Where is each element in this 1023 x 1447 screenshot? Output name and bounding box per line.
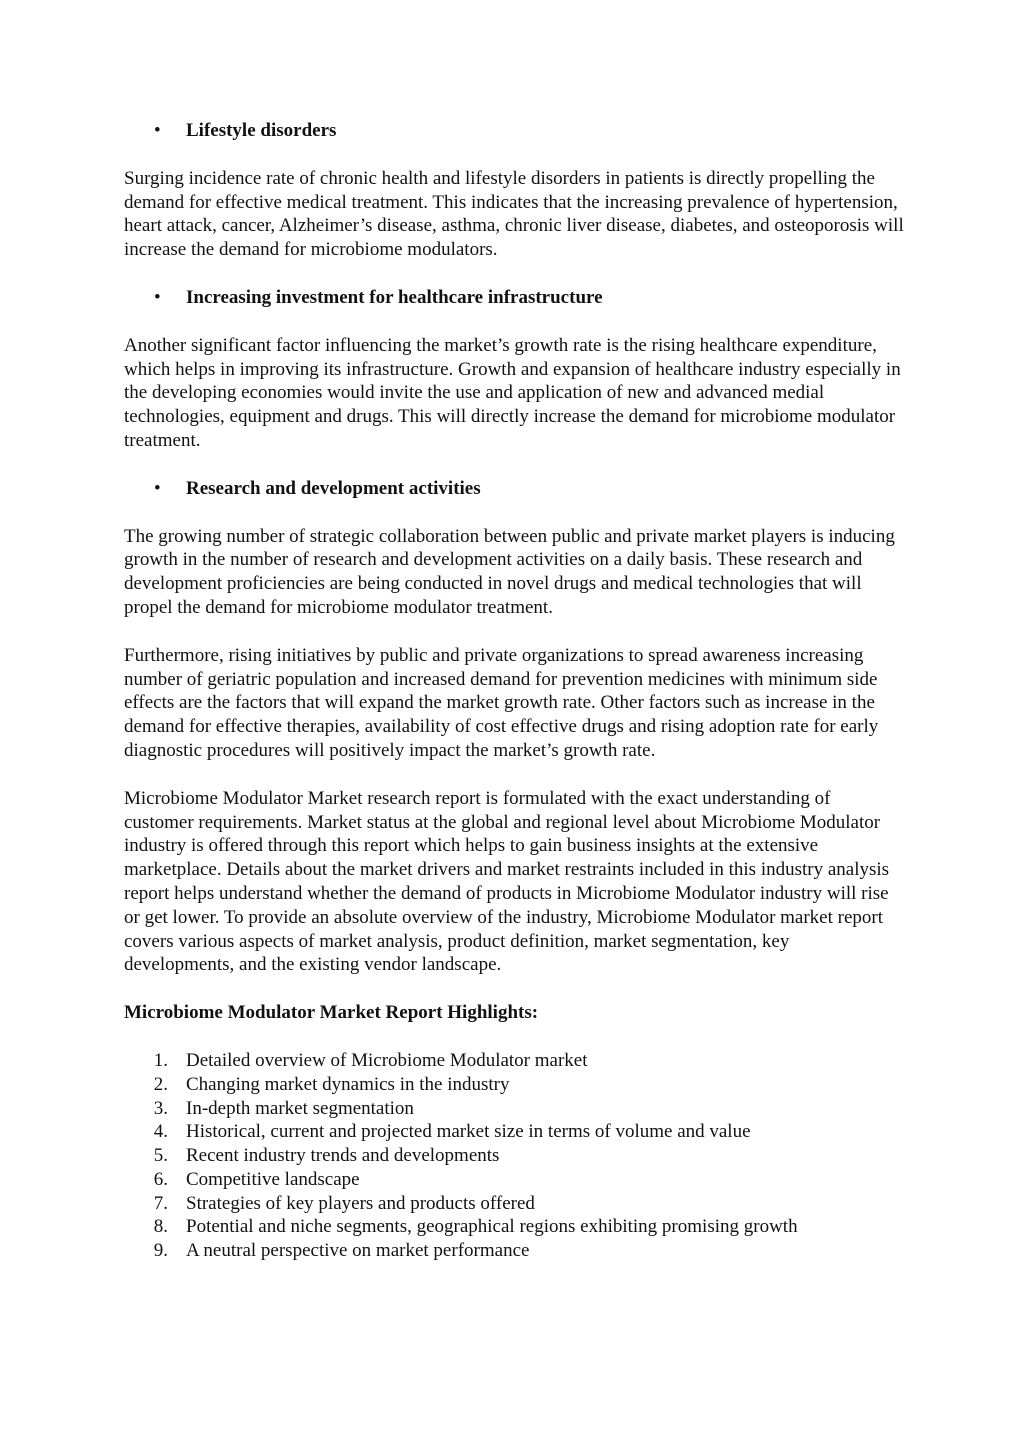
list-number: 3.: [153, 1097, 168, 1119]
section-heading-research-development: [124, 477, 904, 501]
list-item: [124, 1192, 904, 1216]
list-number: 9.: [153, 1240, 168, 1262]
list-item: [124, 1073, 904, 1097]
bullet-icon: •: [154, 477, 161, 499]
list-number: 4.: [153, 1121, 168, 1143]
list-item-text: Competitive landscape: [186, 1168, 360, 1190]
list-item: [124, 1120, 904, 1144]
list-item-text: Potential and niche segments, geographical regions exhibiting promising growth: [186, 1216, 798, 1238]
bullet-icon: •: [154, 286, 161, 308]
bullet-icon: •: [154, 120, 161, 141]
lifestyle-disorders-paragraph: Surging incidence rate of chronic health and lifestyle disorders in patients is directly propelling the demand for effective medical treatment. This indicates that the increasing prevalence of hypertension, heart attack, cancer, Alzheimer’s disease, asthma, chronic liver disease, diabetes, and osteoporosis will increase the demand for microbiome modulators.: [124, 167, 904, 261]
list-number: 2.: [153, 1073, 168, 1095]
section-heading-text: Research and development activities: [186, 477, 481, 499]
list-item: [124, 1049, 904, 1073]
list-item-text: Strategies of key players and products offered: [186, 1192, 535, 1214]
list-number: 8.: [153, 1216, 168, 1238]
highlights-list: [124, 1049, 904, 1263]
list-number: 7.: [153, 1192, 168, 1214]
furthermore-paragraph: Furthermore, rising initiatives by public and private organizations to spread awareness increasing number of geriatric population and increased demand for prevention medicines with minimum side effects are the factors that will expand the market growth rate. Other factors such as increase in the demand for effective therapies, availability of cost effective drugs and rising adoption rate for early diagnostic procedures will positively impact the market’s growth rate.: [124, 644, 879, 761]
list-item: [124, 1097, 904, 1121]
report-description-paragraph: Microbiome Modulator Market research report is formulated with the exact understanding of customer requirements. Market status at the global and regional level about Microbiome Modulator industry is offered through this report which helps to gain business insights at the extensive marketplace. Details about the market drivers and market restraints included in this industry analysis report helps understand whether the demand of products in Microbiome Modulator industry will rise or get lower. To provide an absolute overview of the industry, Microbiome Modulator market report covers various aspects of market analysis, product definition, market segmentation, key developments, and the existing vendor landscape.: [124, 787, 890, 976]
list-item-text: A neutral perspective on market performance: [186, 1240, 530, 1262]
list-item: [124, 1168, 904, 1192]
section-heading-text: Lifestyle disorders: [186, 120, 337, 141]
research-development-paragraph: The growing number of strategic collaboration between public and private market players is inducing growth in the number of research and development activities on a daily basis. These research and development proficiencies are being conducted in novel drugs and medical technologies that will propel the demand for microbiome modulator treatment.: [124, 525, 895, 618]
document-body: [124, 119, 904, 1263]
list-item: [124, 1239, 904, 1263]
list-item-text: Changing market dynamics in the industry: [186, 1073, 510, 1095]
section-heading-lifestyle-disorders: [124, 119, 904, 143]
section-heading-healthcare-infrastructure: [124, 286, 904, 310]
list-item-text: Historical, current and projected market size in terms of volume and value: [186, 1121, 751, 1143]
list-number: 6.: [153, 1168, 168, 1190]
list-item-text: Detailed overview of Microbiome Modulator market: [186, 1049, 588, 1071]
section-heading-text: Increasing investment for healthcare infrastructure: [186, 286, 603, 308]
highlights-title: Microbiome Modulator Market Report Highlights:: [124, 1002, 539, 1024]
list-item: [124, 1144, 904, 1168]
list-item-text: Recent industry trends and developments: [186, 1145, 500, 1167]
list-item: [124, 1215, 904, 1239]
healthcare-infrastructure-paragraph: Another significant factor influencing the market’s growth rate is the rising healthcare expenditure, which helps in improving its infrastructure. Growth and expansion of healthcare industry especially in the developing economies would invite the use and application of new and advanced medial technologies, equipment and drugs. This will directly increase the demand for microbiome modulator treatment.: [124, 334, 901, 451]
list-number: 1.: [153, 1049, 168, 1071]
list-number: 5.: [153, 1145, 168, 1167]
list-item-text: In-depth market segmentation: [186, 1097, 414, 1119]
